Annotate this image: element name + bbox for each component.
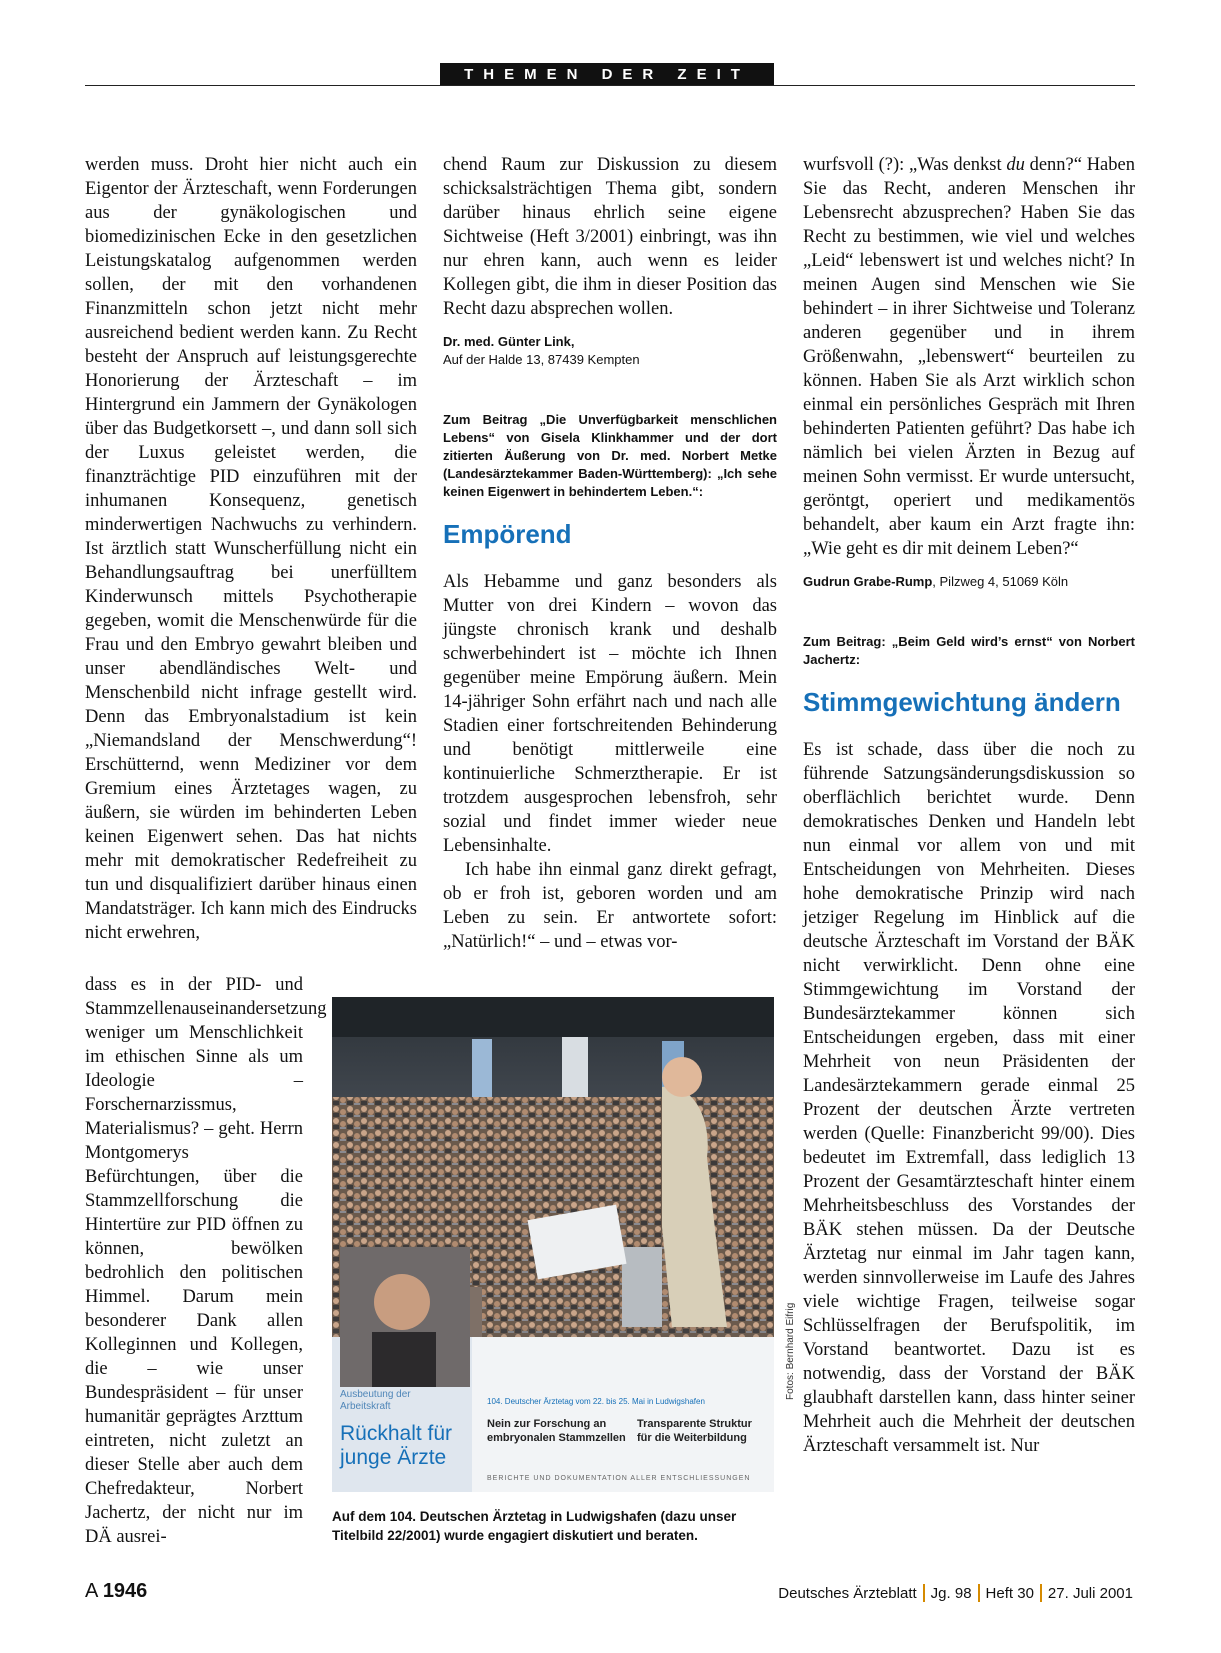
cover-title-1: Rückhalt für bbox=[340, 1422, 453, 1445]
section-header-label: THEMEN DER ZEIT bbox=[464, 65, 750, 83]
footer-separator bbox=[923, 1584, 925, 1602]
page-prefix: A bbox=[85, 1580, 98, 1602]
journal-name: Deutsches Ärzteblatt bbox=[778, 1584, 917, 1602]
signature-link-address: Auf der Halde 13, 87439 Kempten bbox=[443, 352, 640, 367]
cover-item-1a: Nein zur Forschung an bbox=[487, 1418, 607, 1430]
signature-grabe bbox=[803, 573, 1135, 591]
intro-stimmgewichtung: Zum Beitrag: „Beim Geld wird’s ernst“ von Norbert Jachertz: bbox=[803, 634, 1135, 667]
journal-issue: Heft 30 bbox=[985, 1584, 1034, 1602]
photo-credit: Fotos: Bernhard Eifrig bbox=[785, 1302, 796, 1400]
para-stimmgewichtung: Es ist schade, dass über die noch zu führende Satzungsänderungsdiskussion so oberflächlich berichtet wurde. Denn demokratisches Denken und Handeln lebt nun einmal vor allem von und mit Entscheidungen von Mehrheiten. Dieses hohe demokratische Prinzip wird nach jetziger Regelung im Hinblick auf die deutsche Ärzteschaft im Vorstand der BÄK nicht verwirklicht. Denn ohne eine Stimmgewichtung im Vorstand der Bundesärztekammer können sich Entscheidungen ergeben, dass mit einer Mehrheit von neun Präsidenten der Landesärztekammern gerade einmal 25 Prozent der deutschen Ärzte vertreten werden (Quelle: Finanzbericht 99/00). Dies bedeutet im Extremfall, dass lediglich 13 Prozent der Gesamtärzteschaft hinter einem Mehrheitsbeschluss des Vorstandes der BÄK stehen müssen. Da der Deutsche Ärztetag nur einmal im Jahr tagen kann, werden sinnvollerweise im Laufe des Jahres viele wichtige Fragen, teilweise sogar Schlüsselfragen der Berufspolitik, im Vorstand beantwortet. Dazu ist es notwendig, dass der Vorstand der BÄK glaubhaft darstellen kann, dass hinter seiner Mehrheit auch die Mehrheit der deutschen Ärzteschaft versammelt ist. Nur bbox=[803, 740, 1135, 1456]
headline-empoerend: Empörend bbox=[443, 519, 572, 549]
para-empoerend-2: Ich habe ihn einmal ganz direkt gefragt, ob er froh ist, geboren worden und am Leben zu sein. Er antwortete sofort: „Natürlich!“ – und – etwas vor- bbox=[443, 860, 777, 952]
column-1-text: werden muss. Droht hier nicht auch ein Eigentor der Ärzteschaft, wenn Forderungen aus der gynäkologischen und biomedizinischen Ecke in den gesetzlichen Leistungskatalog aufgenommen werden sollen, der mit den vorhandenen Finanzmitteln schon jetzt nicht mehr ausreichend bedient werden kann. Zu Recht besteht der Anspruch auf leistungsgerechte Honorierung der Ärzteschaft – im Hintergrund ein Jammern der Gynäkologen über das Budgetkorsett –, und dann soll sich der Luxus geleistet werden, die finanzträchtige PID einzuführen mit der inhumanen Konsequenz, genetisch minderwertigen Nachwuchs zu verhindern. Ist ärztlich statt Wunscherfüllung nicht ein Behandlungsauftrag bei unerfülltem Kinderwunsch mittels Psychotherapie gegeben, womit die Menschenwürde für die Frau und den Embryo gewahrt bleiben und unser abendländisches Welt- und Menschenbild nicht infrage gestellt wird. Denn das Embryonalstadium ist kein „Niemandsland der Menschwerdung“! Erschütternd, wenn Mediziner vor dem Gremium eines Ärztetages wagen, zu äußern, sie würden im behinderten Leben keinen Eigenwert sehen. Das hat nichts mehr mit demokratischer Redefreiheit zu tun und disqualifiziert darüber hinaus einen Mandatsträger. Ich kann mich des Eindrucks nicht erwehren, bbox=[85, 155, 417, 943]
cover-event: 104. Deutscher Ärztetag vom 22. bis 25. Mai in Ludwigshafen bbox=[487, 1397, 705, 1406]
column-3 bbox=[803, 153, 1135, 1458]
header-rule bbox=[85, 85, 1135, 86]
photo-caption: Auf dem 104. Deutschen Ärztetag in Ludwigshafen (dazu unser Titelbild 22/2001) wurde engagiert diskutiert und beraten. bbox=[332, 1509, 737, 1543]
page-number-value: 1946 bbox=[102, 1580, 148, 1602]
conference-photo bbox=[332, 997, 774, 1492]
footer-separator bbox=[1040, 1584, 1042, 1602]
page-number bbox=[85, 1580, 147, 1603]
cover-item-1b: embryonalen Stammzellen bbox=[487, 1432, 626, 1444]
column-3-text-b: denn?“ Haben Sie das Recht, anderen Menschen ihr Lebensrecht abzusprechen? Haben Sie das Recht zu bestimmen, wie viel und welches „Leid“ lebenswert ist und welches nicht? In meinen Augen sind Menschen wie Sie behindert – in ihrer Sichtweise und Toleranz anderen gegenüber und in ihrem Größenwahn, „lebenswert“ beurteilen zu können. Haben Sie als Arzt wirklich schon einmal ein persönliches Gespräch mit Ihren behinderten Patienten geführt? Das habe ich nämlich bei vielen Ärzten in Bezug auf meinen Sohn vermisst. Er wurde untersucht, geröntgt, operiert und medikamentös behandelt, aber kaum ein Arzt fragte ihn: „Wie geht es dir mit deinem Leben?“ bbox=[803, 155, 1135, 559]
column-1 bbox=[85, 153, 417, 945]
signature-link bbox=[443, 333, 777, 369]
headline-stimmgewichtung: Stimmgewichtung ändern bbox=[803, 687, 1121, 717]
journal-footer bbox=[778, 1584, 1133, 1602]
column-2-text: chend Raum zur Diskussion zu diesem schicksalsträchtigen Thema gibt, sondern darüber hinaus ehrlich seine eigene Sichtweise (Heft 3/2001) einbringt, was ihn nur ehren kann, auch wenn es leider Kollegen gibt, die ihm in dieser Position das Recht dazu absprechen wollen. bbox=[443, 155, 777, 319]
signature-link-name: Dr. med. Günter Link, bbox=[443, 334, 575, 349]
cover-small-text: BERICHTE UND DOKUMENTATION ALLER ENTSCHLIESSUNGEN bbox=[487, 1475, 751, 1482]
column-1-narrow-text: dass es in der PID- und Stammzellenauseinandersetzung weniger um Menschlichkeit im ethischen Sinne als um Ideologie – Forschernarzissmus, Materialismus? – geht. Herrn Montgomerys Befürchtungen, über die Stammzellforschung die Hintertüre zur PID öffnen zu können, bewölken bedrohlich den politischen Himmel. Darum mein besonderer Dank allen Kolleginnen und Kollegen, die – wie unser Bundespräsident – für unser humanitär geprägtes Arzttum eintreten, nicht zuletzt an dieser Stelle aber auch dem Chefredakteur, Norbert Jachertz, der nicht nur im DÄ ausrei- bbox=[85, 975, 327, 1547]
column-3-text-a: wurfsvoll (?): „Was denkst bbox=[803, 155, 1007, 175]
cover-item-2a: Transparente Struktur bbox=[637, 1418, 752, 1430]
journal-date: 27. Juli 2001 bbox=[1047, 1584, 1133, 1602]
column-3-text-em: du bbox=[1006, 155, 1025, 175]
cover-kicker-2: Arbeitskraft bbox=[340, 1401, 391, 1412]
cover-title-2: junge Ärzte bbox=[340, 1446, 447, 1469]
signature-grabe-name: Gudrun Grabe-Rump bbox=[803, 574, 933, 589]
para-empoerend-1: Als Hebamme und ganz besonders als Mutter von drei Kindern – wovon das jüngste chronisch krank und deshalb schwerbehindert ist – möchte ich Ihnen gegenüber meine Empörung äußern. Mein 14-jähriger Sohn erfährt nach und nach alle Stadien einer fortschreitenden Behinderung und benötigt mittlerweile eine kontinuierliche Schmerztherapie. Er ist trotzdem ausgesprochen lebensfroh, sehr sozial und findet immer wieder neue Lebensinhalte. bbox=[443, 572, 777, 856]
column-3-text bbox=[803, 153, 1135, 561]
cover-item-2b: für die Weiterbildung bbox=[637, 1432, 747, 1444]
signature-grabe-address: , Pilzweg 4, 51069 Köln bbox=[932, 574, 1069, 589]
section-header bbox=[440, 63, 774, 85]
column-2 bbox=[443, 153, 777, 954]
column-1-narrow bbox=[85, 973, 327, 1549]
journal-volume: Jg. 98 bbox=[930, 1584, 972, 1602]
intro-empoerend: Zum Beitrag „Die Unverfügbarkeit menschlichen Lebens“ von Gisela Klinkhammer und der dort zitierten Äußerung von Dr. med. Norbert Metke (Landesärztekammer Baden-Württemberg): „Ich sehe keinen Eigenwert in behindertem Leben.“: bbox=[443, 412, 777, 499]
cover-kicker-1: Ausbeutung der bbox=[340, 1389, 411, 1400]
footer-separator bbox=[978, 1584, 980, 1602]
